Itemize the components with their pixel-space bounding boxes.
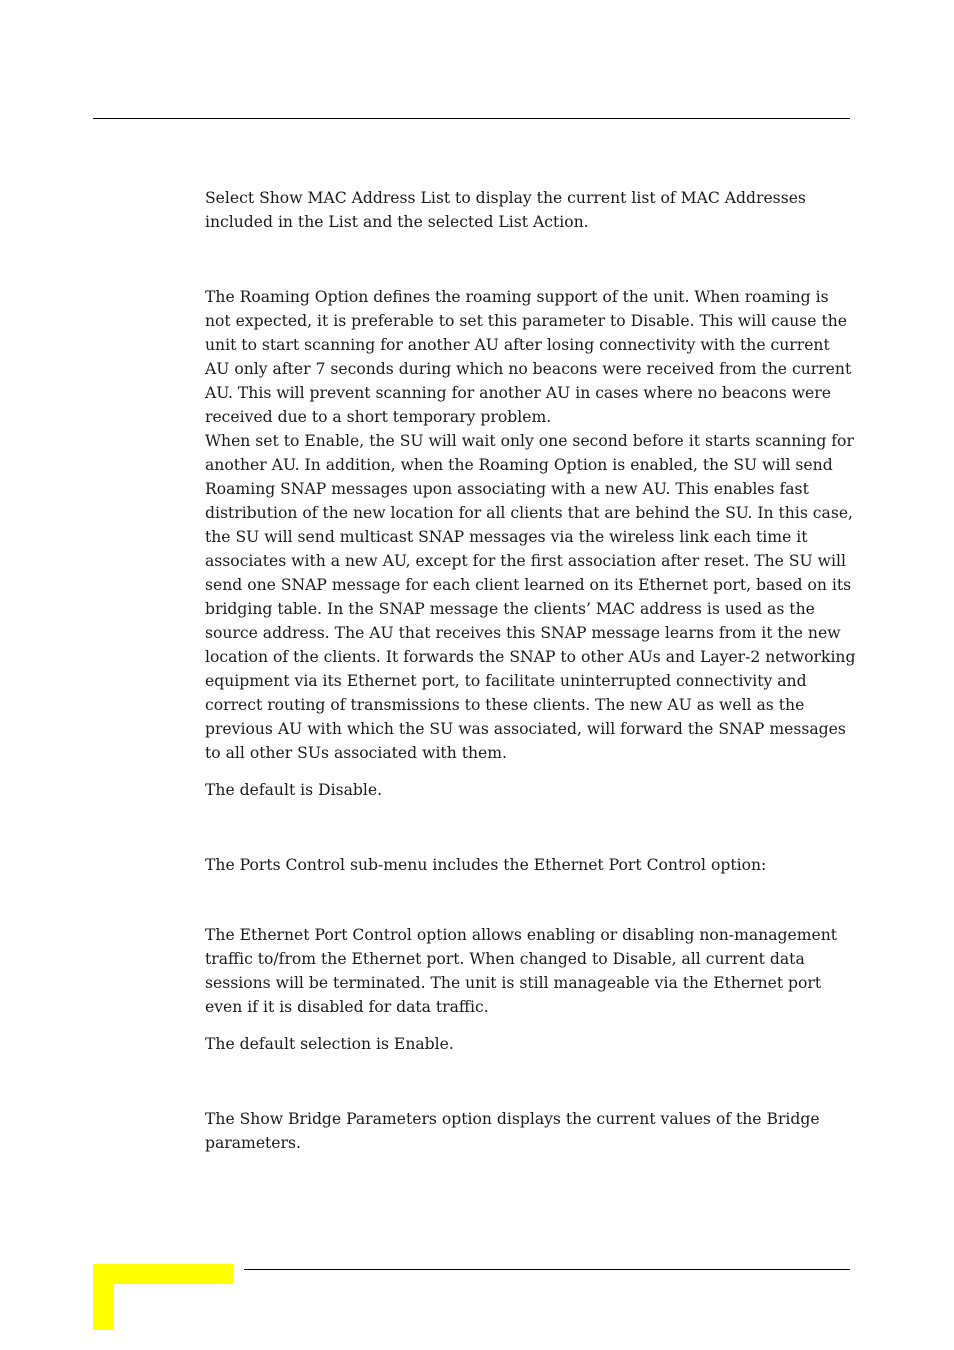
text-line: correct routing of transmissions to these clients. The new AU as well as the: [205, 696, 805, 714]
text-line: location of the clients. It forwards the SNAP to other AUs and Layer-2 networking: [205, 648, 856, 666]
footer-corner-mark-vertical: [93, 1264, 113, 1330]
text-line: equipment via its Ethernet port, to facilitate uninterrupted connectivity and: [205, 672, 807, 690]
text-line: When set to Enable, the SU will wait only one second before it starts scanning for: [205, 432, 854, 450]
text-line: parameters.: [205, 1134, 301, 1152]
text-line: The default is Disable.: [205, 781, 383, 799]
text-line: send one SNAP message for each client learned on its Ethernet port, based on its: [205, 576, 852, 594]
text-line: not expected, it is preferable to set this parameter to Disable. This will cause the: [205, 312, 847, 330]
text-line: the SU will send multicast SNAP messages via the wireless link each time it: [205, 528, 808, 546]
footer-rule: [244, 1269, 850, 1270]
paragraph-ethernet-default: [205, 1032, 855, 1056]
paragraph-roaming-enable: [205, 429, 855, 765]
footer-corner-mark: [93, 1264, 233, 1284]
text-line: traffic to/from the Ethernet port. When changed to Disable, all current data: [205, 950, 805, 968]
paragraph-roaming-option: [205, 285, 855, 429]
page-body: [205, 186, 855, 1155]
paragraph-ethernet-port-control: [205, 923, 855, 1019]
text-line: even if it is disabled for data traffic.: [205, 998, 489, 1016]
text-line: The Ethernet Port Control option allows enabling or disabling non-management: [205, 926, 838, 944]
header-rule: [93, 118, 850, 119]
text-line: Roaming SNAP messages upon associating with a new AU. This enables fast: [205, 480, 809, 498]
paragraph-roaming-default: [205, 778, 855, 802]
text-line: sessions will be terminated. The unit is still manageable via the Ethernet port: [205, 974, 822, 992]
text-line: The default selection is Enable.: [205, 1035, 454, 1053]
text-line: AU only after 7 seconds during which no beacons were received from the current: [205, 360, 852, 378]
text-line: to all other SUs associated with them.: [205, 744, 507, 762]
text-line: unit to start scanning for another AU after losing connectivity with the current: [205, 336, 830, 354]
text-line: distribution of the new location for all clients that are behind the SU. In this case,: [205, 504, 854, 522]
text-line: included in the List and the selected List Action.: [205, 213, 589, 231]
text-line: associates with a new AU, except for the first association after reset. The SU will: [205, 552, 846, 570]
paragraph-show-bridge-parameters: [205, 1107, 855, 1155]
text-line: received due to a short temporary problem.: [205, 408, 552, 426]
text-line: The Roaming Option defines the roaming support of the unit. When roaming is: [205, 288, 829, 306]
text-line: Select Show MAC Address List to display the current list of MAC Addresses: [205, 189, 806, 207]
text-line: The Show Bridge Parameters option displays the current values of the Bridge: [205, 1110, 820, 1128]
text-line: AU. This will prevent scanning for another AU in cases where no beacons were: [205, 384, 831, 402]
text-line: previous AU with which the SU was associated, will forward the SNAP messages: [205, 720, 846, 738]
text-line: source address. The AU that receives this SNAP message learns from it the new: [205, 624, 841, 642]
paragraph-show-mac-list: [205, 186, 855, 234]
text-line: another AU. In addition, when the Roaming Option is enabled, the SU will send: [205, 456, 833, 474]
text-line: bridging table. In the SNAP message the clients’ MAC address is used as the: [205, 600, 815, 618]
paragraph-ports-control: [205, 853, 855, 877]
text-line: The Ports Control sub-menu includes the Ethernet Port Control option:: [205, 856, 767, 874]
